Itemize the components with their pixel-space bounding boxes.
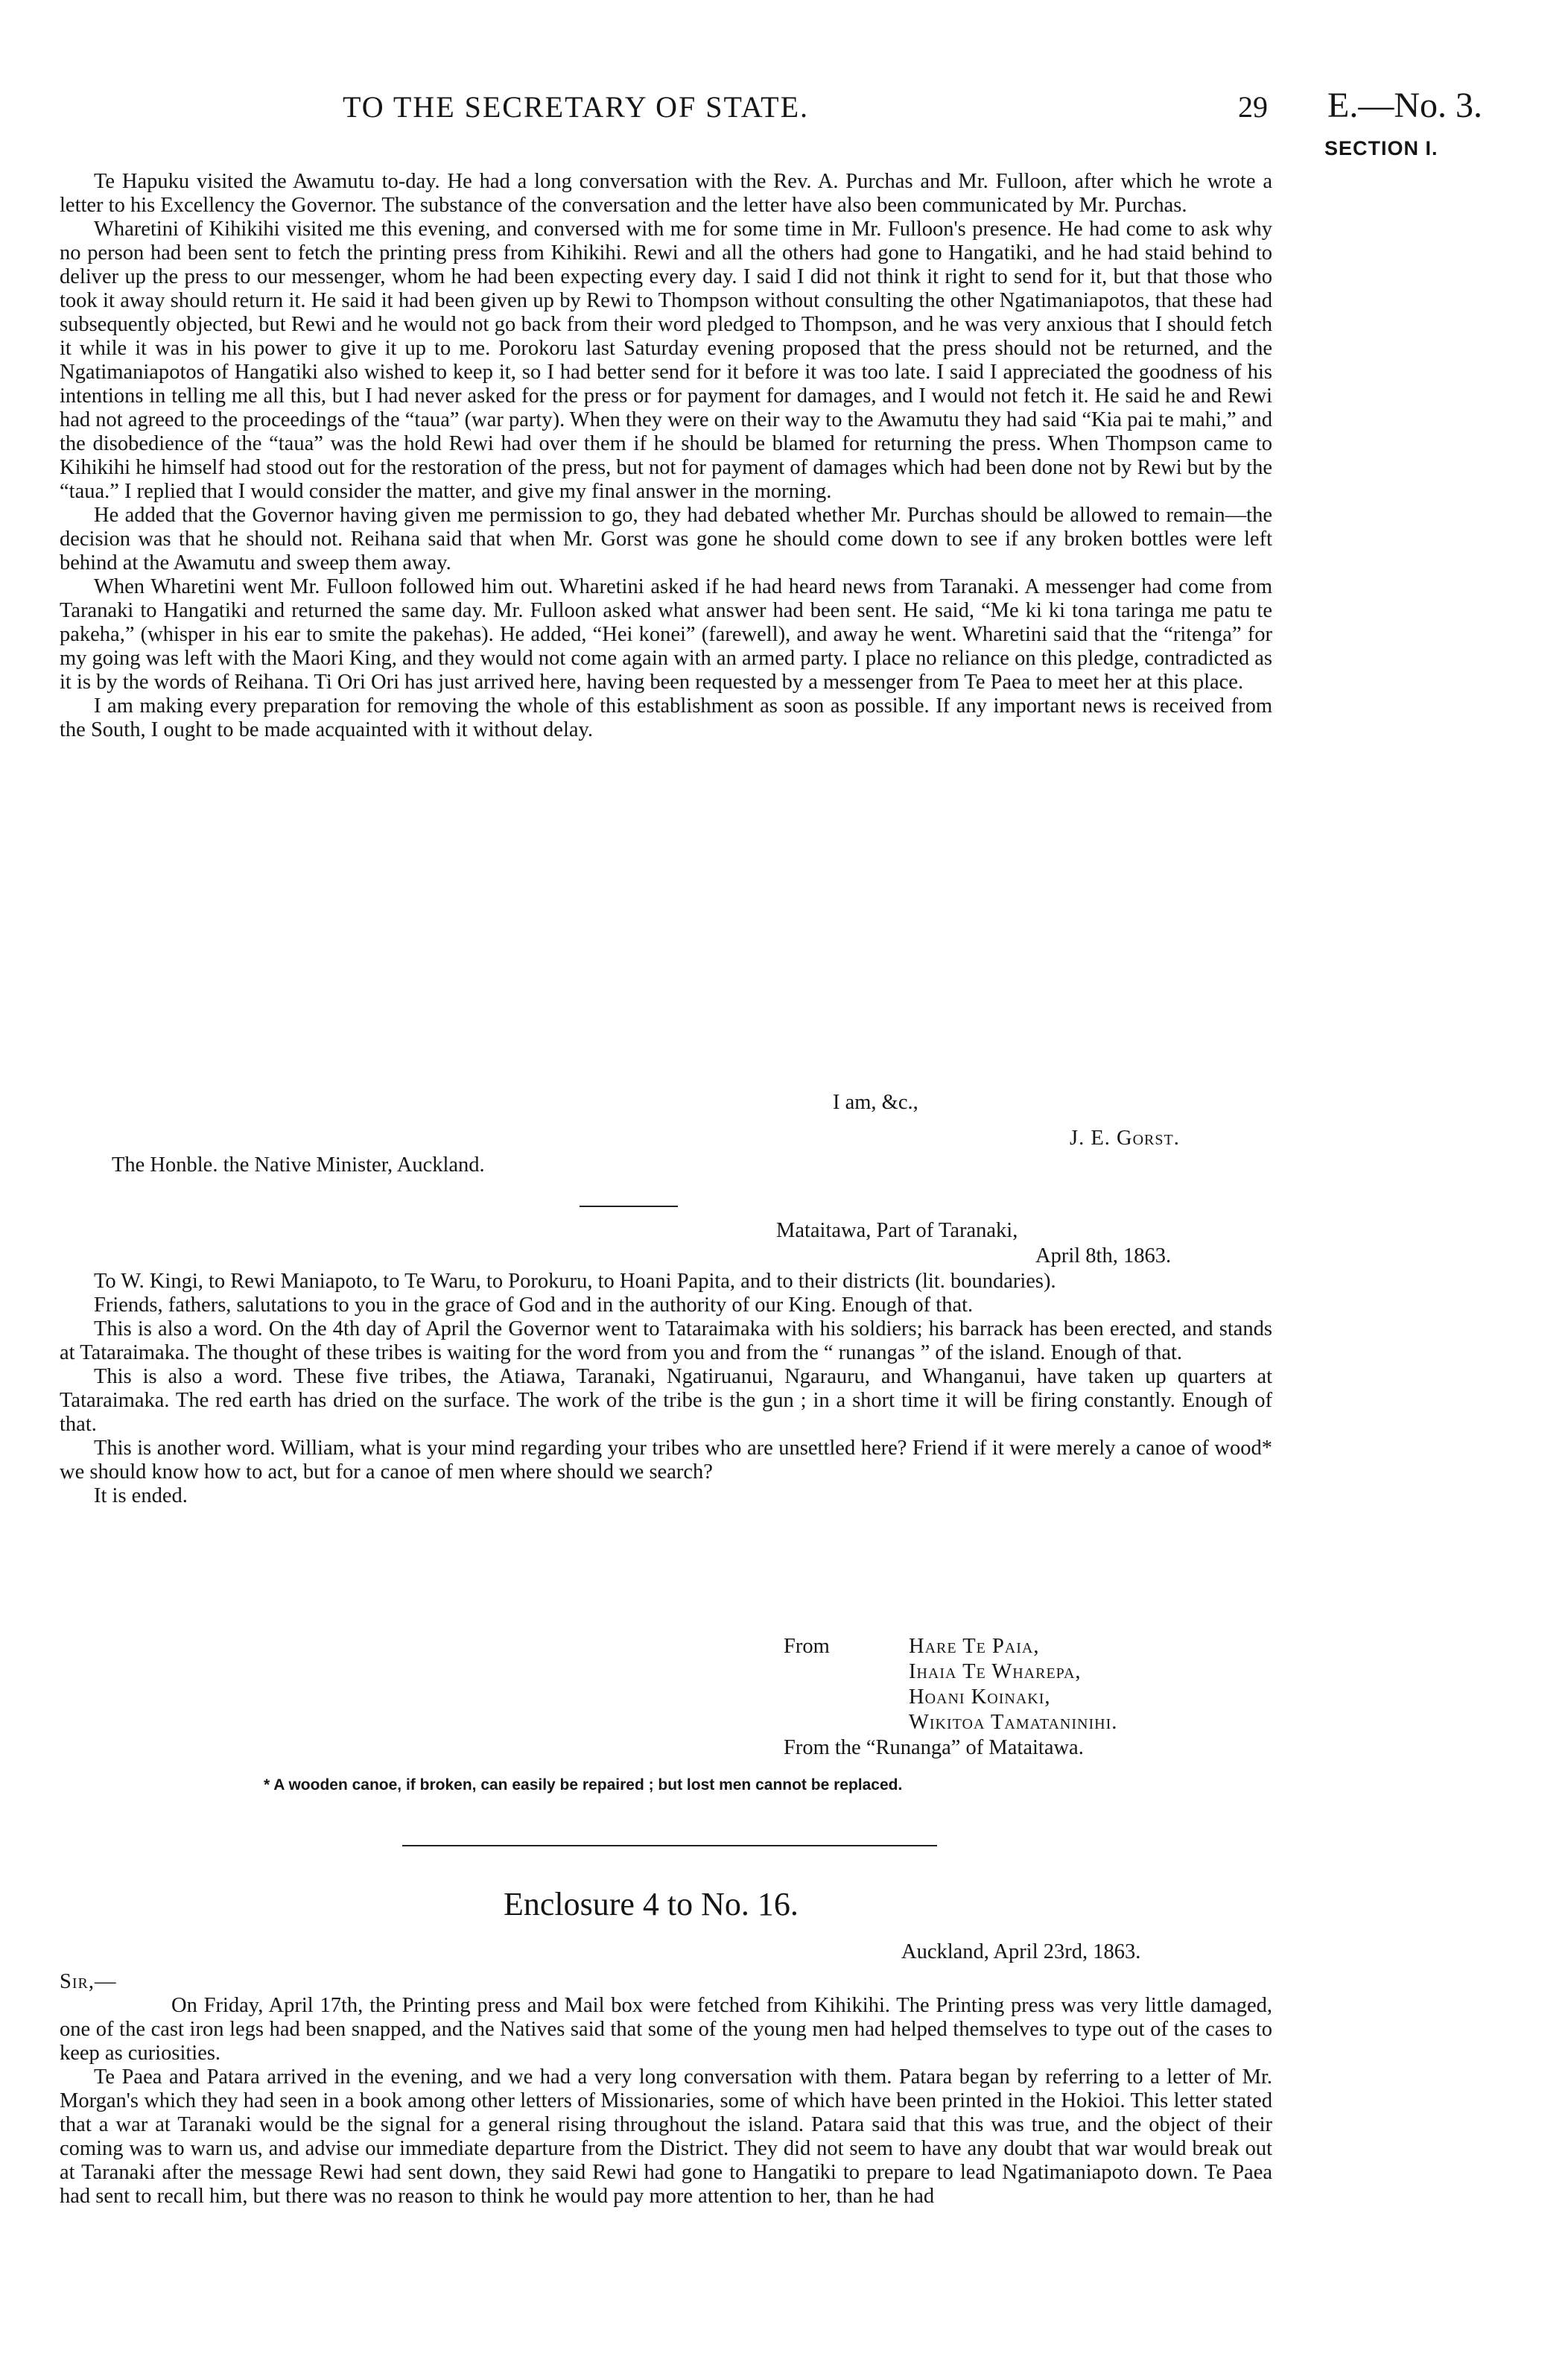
paragraph: Wharetini of Kihikihi visited me this evening, and conversed with me for some time in Mr. Fulloon's presence. He had come to ask why no person had been sent to fetch the printing press from Kihikihi. Rewi and all the others had gone to Hangatiki, and he had staid behind to deliver up the press to our messenger, whom he had been expecting every day. I said I did not think it right to send for it, but that those who took it away should return it. He said it had been given up by Rewi to Thompson without consulting the other Ngatimaniapotos, that these had subsequently objected, but Rewi and he would not go back from their word pledged to Thompson, and he was very anxious that I should fetch it while it was in his power to give it up to me. Porokoru last Saturday evening proposed that the press should not be returned, and the Ngatimaniapotos of Hangatiki also wished to keep it, so I had better send for it before it was too late. I said I appreciated the goodness of his intentions in telling me all this, but I had never asked for the press or for payment for damages, and I would not fetch it. He said he and Rewi had not agreed to the proceedings of the “taua” (war party). When they were on their way to the Awamutu they had said “Kia pai te mahi,” and the disobedience of the “taua” was the hold Rewi had over them if he should be blamed for returning the press. When Thompson came to Kihikihi he himself had stood out for the restoration of the press, but not for payment of damages which had been done not by Rewi but by the “taua.” I replied that I would consider the matter, and give my final answer in the morning.	[60, 218, 1272, 503]
paragraph: I am making every preparation for removing the whole of this establishment as soon as possible. If any important news is received from the South, I ought to be made acquainted with it without delay.	[60, 694, 1272, 741]
running-title: TO THE SECRETARY OF STATE.	[343, 90, 810, 124]
signatory: Hoani Koinaki,	[909, 1685, 1051, 1709]
signature: J. E. Gorst.	[1070, 1127, 1180, 1150]
letter-place: Mataitawa, Part of Taranaki,	[776, 1219, 1018, 1242]
enclosure-heading: Enclosure 4 to No. 16.	[504, 1886, 799, 1922]
paragraph: On Friday, April 17th, the Printing press and Mail box were fetched from Kihikihi. The Printing press was very little damaged, one of the cast iron legs had been snapped, and the Natives said that some of the young men had helped themselves to type out of the cases to keep as curiosities.	[60, 1994, 1272, 2065]
paragraph: Te Hapuku visited the Awamutu to-day. He had a long conversation with the Rev. A. Purchas and Mr. Fulloon, after which he wrote a letter to his Excellency the Governor. The substance of the conversation and the letter have also been communicated by Mr. Purchas.	[60, 170, 1272, 217]
letter-body-part2	[60, 1270, 1272, 1508]
paragraph: Friends, fathers, salutations to you in the grace of God and in the authority of our King. Enough of that.	[94, 1294, 974, 1317]
closing: I am, &c.,	[833, 1091, 918, 1114]
addressee: The Honble. the Native Minister, Auckland.	[112, 1153, 485, 1177]
salutation: Sir,—	[60, 1970, 117, 1993]
signatory: Wikitoa Tamataninihi.	[909, 1711, 1118, 1734]
enclosure-body	[60, 1994, 1272, 2209]
paragraph: He added that the Governor having given me permission to go, they had debated whether Mr. Purchas should be allowed to remain—the decision was that he should not. Reihana said that when Mr. Gorst was gone he should come down to see if any broken bottles were left behind at the Awamutu and sweep them away.	[60, 504, 1272, 574]
paragraph: This is another word. William, what is your mind regarding your tribes who are unsettled here? Friend if it were merely a canoe of wood* we should know how to act, but for a canoe of men where should we search?	[60, 1437, 1272, 1484]
document-reference: E.—No. 3.	[1327, 86, 1482, 125]
signatory: Ihaia Te Wharepa,	[909, 1660, 1082, 1683]
paragraph: This is also a word. These five tribes, the Atiawa, Taranaki, Ngatiruanui, Ngarauru, and Whanganui, have taken up quarters at Tataraimaka. The red earth has dried on the surface. The work of the tribe is the gun ; in a short time it will be firing constantly. Enough of that.	[60, 1365, 1272, 1436]
paragraph: It is ended.	[94, 1484, 188, 1507]
short-divider	[580, 1206, 678, 1207]
from-label: From	[784, 1635, 830, 1658]
enclosure-date: Auckland, April 23rd, 1863.	[901, 1940, 1141, 1963]
page-number: 29	[1238, 90, 1268, 124]
paragraph: Te Paea and Patara arrived in the evening, and we had a very long conversation with them. Patara began by referring to a letter of Mr. Morgan's which they had seen in a book among other letters of Missionaries, some of which have been printed in the Hokioi. This letter stated that a war at Taranaki would be the signal for a general rising throughout the island. Patara said that this was true, and the object of their coming was to warn us, and advise our immediate departure from the District. They did not seem to have any doubt that war would break out at Taranaki after the message Rewi had sent down, they said Rewi had gone to Hangatiki to prepare to lead Ngatimaniapoto down. Te Paea had sent to recall him, but there was no reason to think he would pay more attention to her, than he had	[60, 2065, 1272, 2208]
section-label: SECTION I.	[1324, 137, 1438, 159]
letter-date: April 8th, 1863.	[1035, 1244, 1172, 1267]
paragraph: This is also a word. On the 4th day of April the Governor went to Tataraimaka with his soldiers; his barrack has been erected, and stands at Tataraimaka. The thought of these tribes is waiting for the word from you and from the “ runangas ” of the island. Enough of that.	[60, 1317, 1272, 1364]
paragraph: When Wharetini went Mr. Fulloon followed him out. Wharetini asked if he had heard news from Taranaki. A messenger had come from Taranaki to Hangatiki and returned the same day. Mr. Fulloon asked what answer had been sent. He said, “Me ki ki tona taringa me patu te pakeha,” (whisper in his ear to smite the pakehas). He added, “Hei konei” (farewell), and away he went. Wharetini said that the “ritenga” for my going was left with the Maori King, and they would not come again with an armed party. I place no reliance on this pledge, contradicted as it is by the words of Reihana. Ti Ori Ori has just arrived here, having been requested by a messenger from Te Paea to meet her at this place.	[60, 575, 1272, 694]
footnote: * A wooden canoe, if broken, can easily be repaired ; but lost men cannot be replaced.	[264, 1776, 903, 1794]
signatory: Hare Te Paia,	[909, 1635, 1040, 1658]
section-divider	[402, 1845, 937, 1846]
letter-body-part1	[60, 170, 1272, 742]
from-runanga: From the “Runanga” of Mataitawa.	[784, 1736, 1084, 1759]
address-line: To W. Kingi, to Rewi Maniapoto, to Te Waru, to Porokuru, to Hoani Papita, and to their districts (lit. boundaries).	[94, 1270, 1056, 1293]
